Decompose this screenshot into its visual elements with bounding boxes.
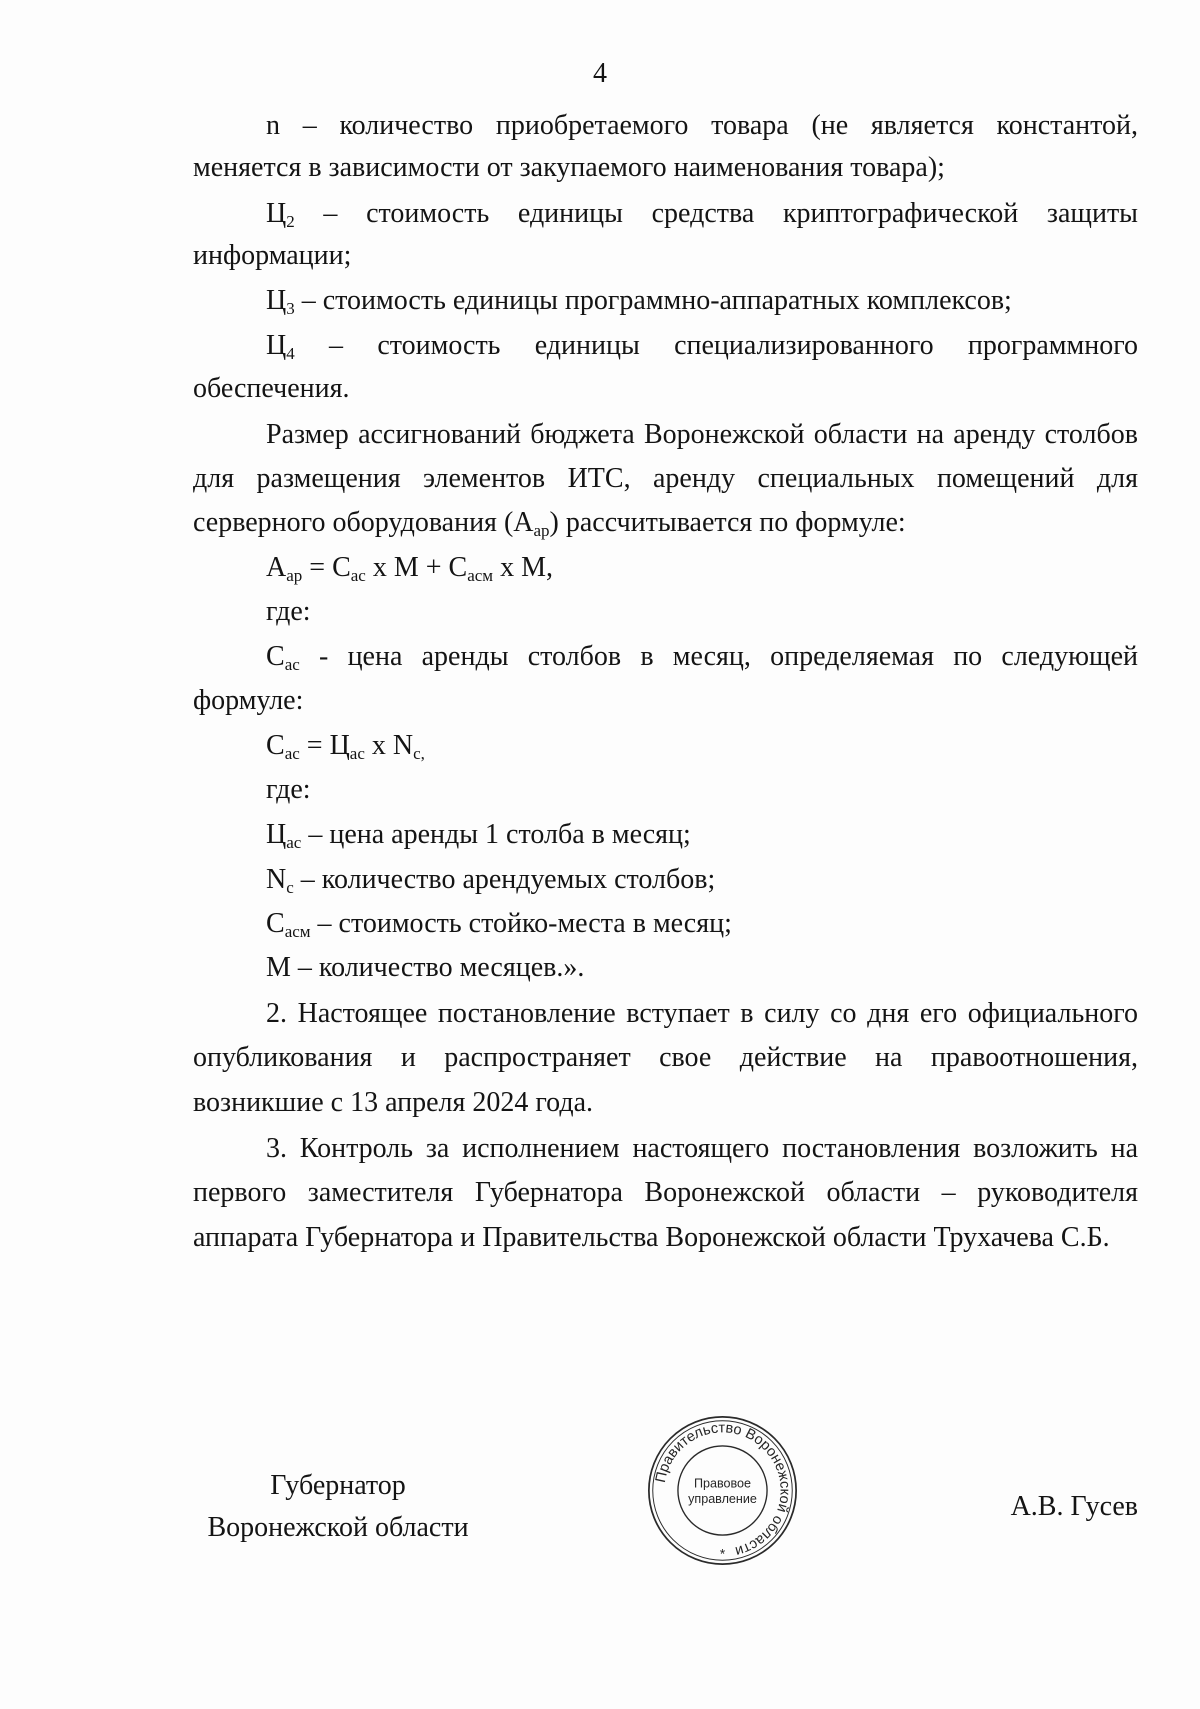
stamp-center-line2: управление xyxy=(688,1492,757,1507)
def-nc: $N_с$ – количество арендуемых столбов; xyxy=(266,864,716,897)
def-casm: $С_{асм}$ – стоимость стойко-места в месяц; xyxy=(266,908,732,941)
def-c4-line1: $Ц_4$ – стоимость единицы специализированного программного xyxy=(266,330,1139,363)
def-n-line2: меняется в зависимости от закупаемого наименования товара); xyxy=(193,152,945,183)
position-line2: Воронежской области xyxy=(207,1512,469,1543)
def-c4-line2: обеспечения. xyxy=(193,373,350,404)
def-c3: $Ц_3$ – стоимость единицы программно-аппаратных комплексов; xyxy=(266,285,1012,318)
clause2-line3: возникшие с 13 апреля 2024 года. xyxy=(193,1087,594,1118)
def-cac-line1: $С_{ас}$ - цена аренды столбов в месяц, определяемая по следующей xyxy=(266,641,1138,674)
stamp-center-line1: Правовое xyxy=(693,1476,752,1491)
def-c2-line2: информации; xyxy=(193,240,352,271)
signatory-position xyxy=(193,1465,483,1549)
symbol-cac: $С_{ас}$ xyxy=(266,641,300,674)
page-number: 4 xyxy=(593,58,607,89)
rent-intro-line2: для размещения элементов ИТС, аренду специальных помещений для xyxy=(193,463,1138,494)
formula-rent: $А_{ар} = С_{ас}$ х $М + С_{асм}$ х М, xyxy=(266,552,553,585)
symbol-c2: $Ц_2$ xyxy=(266,198,295,231)
def-tsac: $Ц_{ас}$ – цена аренды 1 столба в месяц; xyxy=(266,819,691,852)
def-cac-line2: формуле: xyxy=(193,685,304,716)
def-n-line1: n – количество приобретаемого товара (не является константой, xyxy=(266,110,1138,141)
clause2-line2: опубликования и распространяет свое действие на правоотношения, xyxy=(193,1042,1138,1073)
stamp-star: * xyxy=(719,1546,726,1562)
where-label-2: где: xyxy=(266,774,311,805)
where-label-1: где: xyxy=(266,596,311,627)
def-m: М – количество месяцев.». xyxy=(266,952,585,983)
def-c2-line1: $Ц_2$ – стоимость единицы средства криптографической защиты xyxy=(266,198,1138,231)
stamp-ring-text: Правительство Воронежской области xyxy=(652,1420,793,1560)
clause2-line1: 2. Настоящее постановление вступает в силу со дня его официального xyxy=(266,998,1138,1029)
clause3-line2: первого заместителя Губернатора Воронежской области – руководителя xyxy=(193,1177,1138,1208)
clause3-line1: 3. Контроль за исполнением настоящего постановления возложить на xyxy=(266,1133,1138,1164)
rent-intro-line3: серверного оборудования $(А_{ар})$ рассчитывается по формуле: xyxy=(193,507,906,540)
signatory-name: А.В. Гусев xyxy=(1010,1491,1138,1522)
symbol-c4: $Ц_4$ xyxy=(266,330,295,363)
rent-intro-line1: Размер ассигнований бюджета Воронежской области на аренду столбов xyxy=(266,419,1138,450)
clause3-line3: аппарата Губернатора и Правительства Воронежской области Трухачева С.Б. xyxy=(193,1222,1110,1253)
position-line1: Губернатор xyxy=(270,1470,406,1501)
formula-cac: $С_{ас} = Ц_{ас}$ х $N_{с,}$ xyxy=(266,730,425,763)
official-stamp xyxy=(645,1413,800,1568)
